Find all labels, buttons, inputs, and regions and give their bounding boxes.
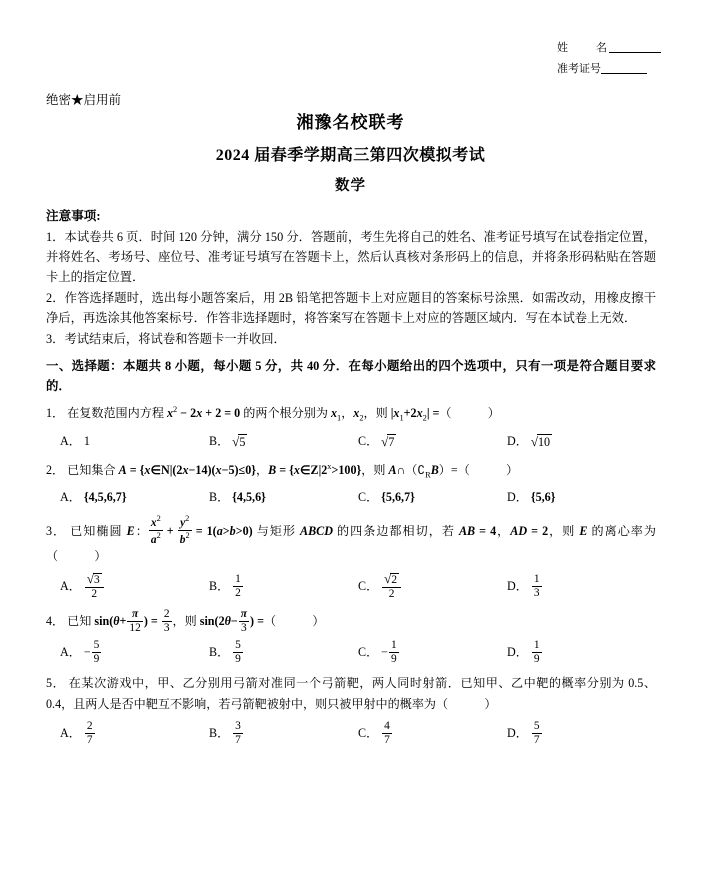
exam-id-blank (601, 62, 647, 74)
name-label: 姓 名 (557, 42, 609, 54)
question-1 (46, 403, 656, 453)
name-field-line (557, 38, 661, 59)
question-2-option-a[interactable]: A． {4,5,6,7} (60, 489, 127, 504)
notice-item-3: 3．考试结束后，将试卷和答题卡一并收回． (46, 331, 286, 346)
exam-id-label: 准考证号 (557, 62, 601, 75)
title-block (0, 108, 701, 195)
question-4-option-a[interactable]: A． − $\frac{5}{9}$ (60, 639, 100, 666)
question-3-options (46, 572, 656, 601)
question-5-stem: 5． 在某次游戏中，甲、乙分别用弓箭对准同一个弓箭靶，两人同时射箭．已知甲、乙中靶的概率分别为 0.5、0.4，且两人是否中靶互不影响，若弓箭靶被射中，则只被甲射中的概率为（ ） (46, 675, 656, 712)
question-4-stem: 4． 已知 sin(θ+ $\frac{\pi}{12}$ ) = $\frac{2}{3}$ ，则 sin(2θ− $\frac{\pi}{3}$ ) =（ ） (46, 607, 325, 634)
notice-section (46, 206, 656, 350)
question-2-option-b[interactable]: B． {4,5,6} (209, 489, 266, 504)
question-2-option-d[interactable]: D． {5,6} (507, 489, 556, 504)
question-5-number: 5． (46, 675, 66, 690)
section-1-heading: 一、选择题：本题共 8 小题，每小题 5 分，共 40 分．在每小题给出的四个选项中，只有一项是符合题目要求的． (46, 358, 656, 393)
question-4-options (46, 639, 656, 666)
question-3-option-a[interactable]: A． $\frac{√3}{2}$ (60, 572, 209, 601)
school-union-title: 湘豫名校联考 (296, 113, 405, 132)
question-5-option-d[interactable]: D． $\frac{5}{7}$ (507, 720, 540, 746)
notice-item-1: 1．本试卷共 6 页．时间 120 分钟，满分 150 分．答题前，考生先将自己的姓名、准考证号填写在试卷指定位置，并将姓名、考场号、座位号、准考证号填写在答题卡上，然后认真核对条形码上的信息，并将条形码粘贴在答题卡上的指定位置． (46, 230, 656, 285)
question-5 (46, 673, 656, 747)
question-2-options (46, 488, 656, 508)
question-1-number: 1． (46, 406, 65, 421)
question-2-option-c[interactable]: C． {5,6,7} (358, 489, 415, 504)
question-4-option-b[interactable]: B． $\frac{5}{9}$ (209, 639, 241, 666)
question-1-option-c[interactable]: C． √7 (358, 434, 395, 450)
name-blank (609, 41, 661, 53)
exam-id-field-line (557, 59, 661, 80)
question-3-option-c[interactable]: C． $\frac{√2}{2}$ (358, 572, 507, 601)
question-1-option-d[interactable]: D． √10 (507, 434, 551, 450)
question-5-option-c[interactable]: C． $\frac{4}{7}$ (358, 720, 390, 746)
notice-item-2: 2．作答选择题时，选出每小题答案后，用 2B 铅笔把答题卡上对应题目的答案标号涂黑．如需改动，用橡皮擦干净后，再选涂其他答案标号．作答非选择题时，将答案写在答题卡上对应的答题区域内．写在本试卷上无效． (46, 291, 656, 326)
question-4-option-c[interactable]: C． − $\frac{1}{9}$ (358, 639, 397, 666)
question-3 (46, 514, 656, 600)
student-info-block (557, 38, 661, 80)
question-3-option-d[interactable]: D． $\frac{1}{3}$ (507, 573, 540, 600)
question-1-option-b[interactable]: B． √5 (209, 434, 246, 450)
question-1-option-a[interactable]: A． 1 (60, 434, 90, 449)
question-5-option-a[interactable]: A． $\frac{2}{7}$ (60, 720, 93, 746)
question-4 (46, 608, 656, 666)
subject-title: 数学 (335, 178, 366, 194)
exam-body (46, 206, 656, 749)
question-3-option-b[interactable]: B． $\frac{1}{2}$ (209, 573, 241, 600)
question-5-option-b[interactable]: B． $\frac{3}{7}$ (209, 720, 241, 746)
question-3-stem: 3． 已知椭圆 E： $\frac{x^2}{a^2}$ + $\frac{y^2}{b^2}$ = 1(a>b>0) 与矩形 ABCD 的四条边都相切，若 AB = 4，AD = 2，则 E 的离心率为（ ） (46, 514, 656, 564)
exam-title: 2024 届春季学期高三第四次模拟考试 (215, 147, 486, 164)
secret-notice: 绝密★启用前 (46, 93, 122, 107)
question-1-stem: 1． 在复数范围内方程 $x^2 - 2x + 2 = 0$ 的两个根分别为 $x_1$，$x_2$，则 $|x_1+2x_2|$ =（ ） (46, 405, 500, 423)
notice-heading: 注意事项: (46, 209, 101, 223)
question-2-number: 2． (46, 462, 65, 477)
question-3-number: 3． (46, 524, 67, 539)
question-1-options (46, 431, 656, 453)
question-2 (46, 460, 656, 508)
question-4-option-d[interactable]: D． $\frac{1}{9}$ (507, 639, 540, 666)
question-5-options (46, 720, 656, 747)
question-4-number: 4． (46, 613, 65, 628)
question-2-stem: 2． 已知集合 A = {x∈N|(2x−14)(x−5)≤0}，$B = \{x\in Z|2^x>100\}$，则 $A\cap(∁_RB)=$（ ） (46, 461, 519, 480)
